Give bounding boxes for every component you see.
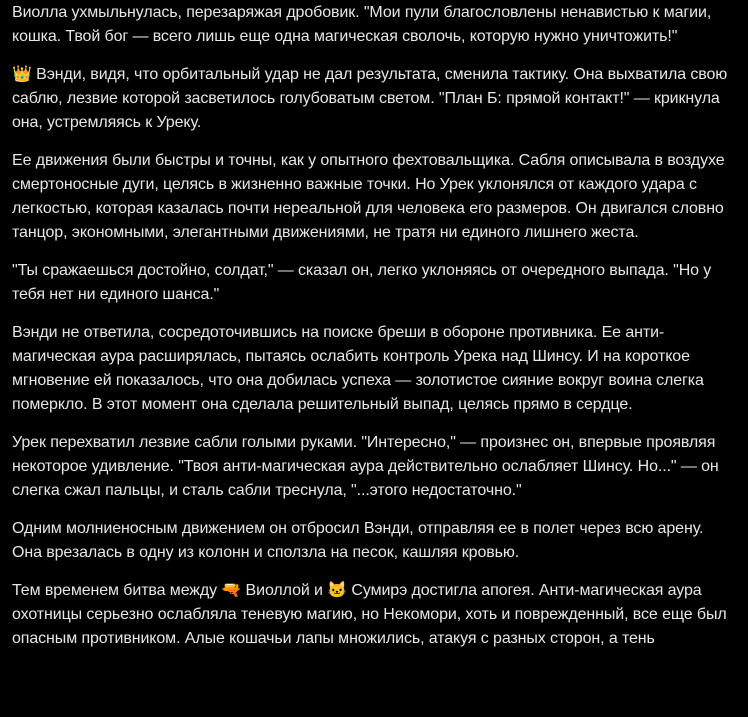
paragraph-6: Урек перехватил лезвие сабли голыми руками. "Интересно," — произнес он, впервые проявляя некоторое удивление. "Твоя анти-магическая аура действительно ослабляет Шинсу. Но..." — он слегка сжал пальцы, и сталь сабли треснула, "...этого недостаточно."	[12, 434, 719, 499]
paragraph-3: Ее движения были быстры и точны, как у опытного фехтовальщика. Сабля описывала в воздухе смертоносные дуги, целясь в жизненно важные точки. Но Урек уклонялся от каждого удара с легкостью, которая казалась почти нереальной для человека его размеров. Он двигался словно танцор, экономными, элегантными движениями, не тратя ни единого лишнего жеста.	[12, 152, 725, 241]
paragraph-4: "Ты сражаешься достойно, солдат," — сказал он, легко уклоняясь от очередного выпада. "Но у тебя нет ни единого шанса."	[12, 262, 712, 303]
paragraph-5: Вэнди не ответила, сосредоточившись на поиске бреши в обороне противника. Ее анти-магическая аура расширялась, пытаясь ослабить контроль Урека над Шинсу. И на короткое мгновение ей показалось, что она добилась успеха — золотистое сияние вокруг воина слегка померкло. В этот момент она сделала решительный выпад, целясь прямо в сердце.	[12, 324, 704, 413]
paragraph-7: Одним молниеносным движением он отбросил Вэнди, отправляя ее в полет через всю арену. Она врезалась в одну из колонн и сползла на песок, кашляя кровью.	[12, 520, 704, 561]
chat-message-text	[12, 1, 734, 665]
paragraph-2: 👑 Вэнди, видя, что орбитальный удар не дал результата, сменила тактику. Она выхватила свою саблю, лезвие которой засветилось голубоватым светом. "План Б: прямой контакт!" — крикнула она, устремляясь к Уреку.	[12, 66, 728, 131]
paragraph-1: Виолла ухмыльнулась, перезаряжая дробовик. "Мои пули благословлены ненавистью к магии, кошка. Твой бог — всего лишь еще одна магическая сволочь, которую нужно уничтожить!"	[12, 4, 712, 45]
paragraph-8: Тем временем битва между 🔫 Виоллой и 🐱 Сумирэ достигла апогея. Анти-магическая аура охотницы серьезно ослабляла теневую магию, но Некомори, хоть и поврежденный, все еще был опасным противником. Алые кошачьи лапы множились, атакуя с разных сторон, а тень	[12, 582, 727, 647]
